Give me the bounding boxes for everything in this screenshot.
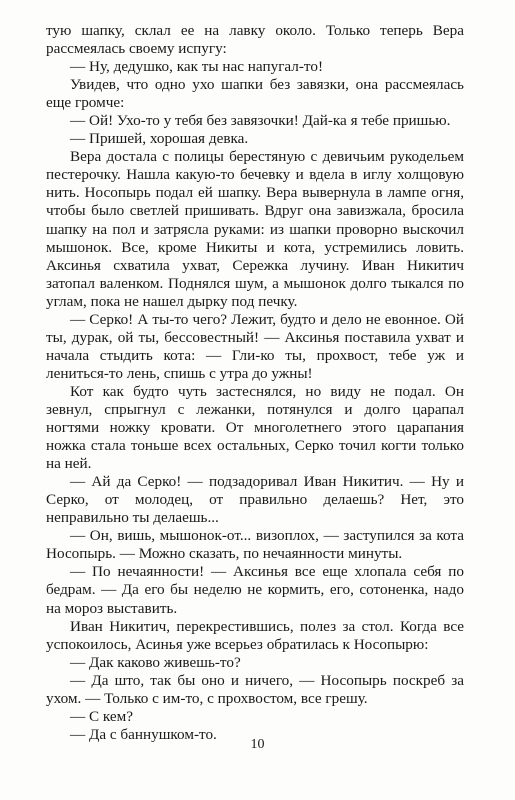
paragraph: — По нечаянности! — Аксинья все еще хлопала себя по бедрам. — Да его бы неделю не кормить, его, сотоненка, надо на мороз выставить. <box>46 563 464 617</box>
paragraph: — Ну, дедушко, как ты нас напугал-то! <box>70 58 324 76</box>
paragraph: — Пришей, хорошая девка. <box>70 130 249 148</box>
page-number: 10 <box>250 737 265 752</box>
paragraph: — Да с баннушком-то. <box>70 725 217 743</box>
paragraph: Кот как будто чуть застеснялся, но виду не подал. Он зевнул, спрыгнул с лежанки, потянулся и долго царапал ногтями ножку кровати. От многолетнего этого царапания ножка стала тоньше всех остальных, Серко точил когти только на ней. <box>46 382 464 473</box>
paragraph: — С кем? <box>70 707 134 725</box>
paragraph: — Да што, так бы оно и ничего, — Носопырь поскреб за ухом. — Только с им-то, с прохвостом, все грешу. <box>46 671 464 707</box>
paragraph: — Серко! А ты-то чего? Лежит, будто и дело не евонное. Ой ты, дурак, ой ты, бессовестный! — Аксинья поставила ухват и начала стыдить кота: — Гли-ко ты, прохвост, тебе уж и лениться-то лень, спишь с утра до ужны! <box>46 310 464 382</box>
body-text <box>46 22 464 744</box>
paragraph: Вера достала с полицы берестяную с девичьим рукодельем пестерочку. Нашла какую-то бечевку и вдела в иглу холщовую нить. Носопырь подал ей шапку. Вера вывернула в лампе огня, чтобы было светлей пришивать. Вдруг она завизжала, бросила шапку на пол и затрясла руками: из шапки проворно выскочил мышонок. Все, кроме Никиты и кота, устремились ловить. Аксинья схватила ухват, Сережка лучину. Иван Никитич затопал валенком. Поднялся шум, а мышонок долго тыкался по углам, пока не нашел дырку под печку. <box>46 148 464 310</box>
paragraph: тую шапку, склал ее на лавку около. Только теперь Вера рассмеялась своему испугу: <box>46 22 464 58</box>
paragraph: Иван Никитич, перекрестившись, полез за стол. Когда все успокоилось, Асинья уже всерьез обратилась к Носопырю: <box>46 617 464 653</box>
paragraph: — Ой! Ухо-то у тебя без завязочки! Дай-ка я тебе пришью. <box>70 112 451 130</box>
paragraph: — Ай да Серко! — подзадоривал Иван Никитич. — Ну и Серко, от молодец, от правильно делаешь? Нет, это неправильно ты делаешь... <box>46 473 464 527</box>
paragraph: Увидев, что одно ухо шапки без завязки, она рассмеялась еще громче: <box>46 76 464 112</box>
paragraph: — Он, вишь, мышонок-от... визоплох, — заступился за кота Носопырь. — Можно сказать, по нечаянности минуты. <box>46 527 464 563</box>
paragraph: — Дак каково живешь-то? <box>70 653 241 671</box>
